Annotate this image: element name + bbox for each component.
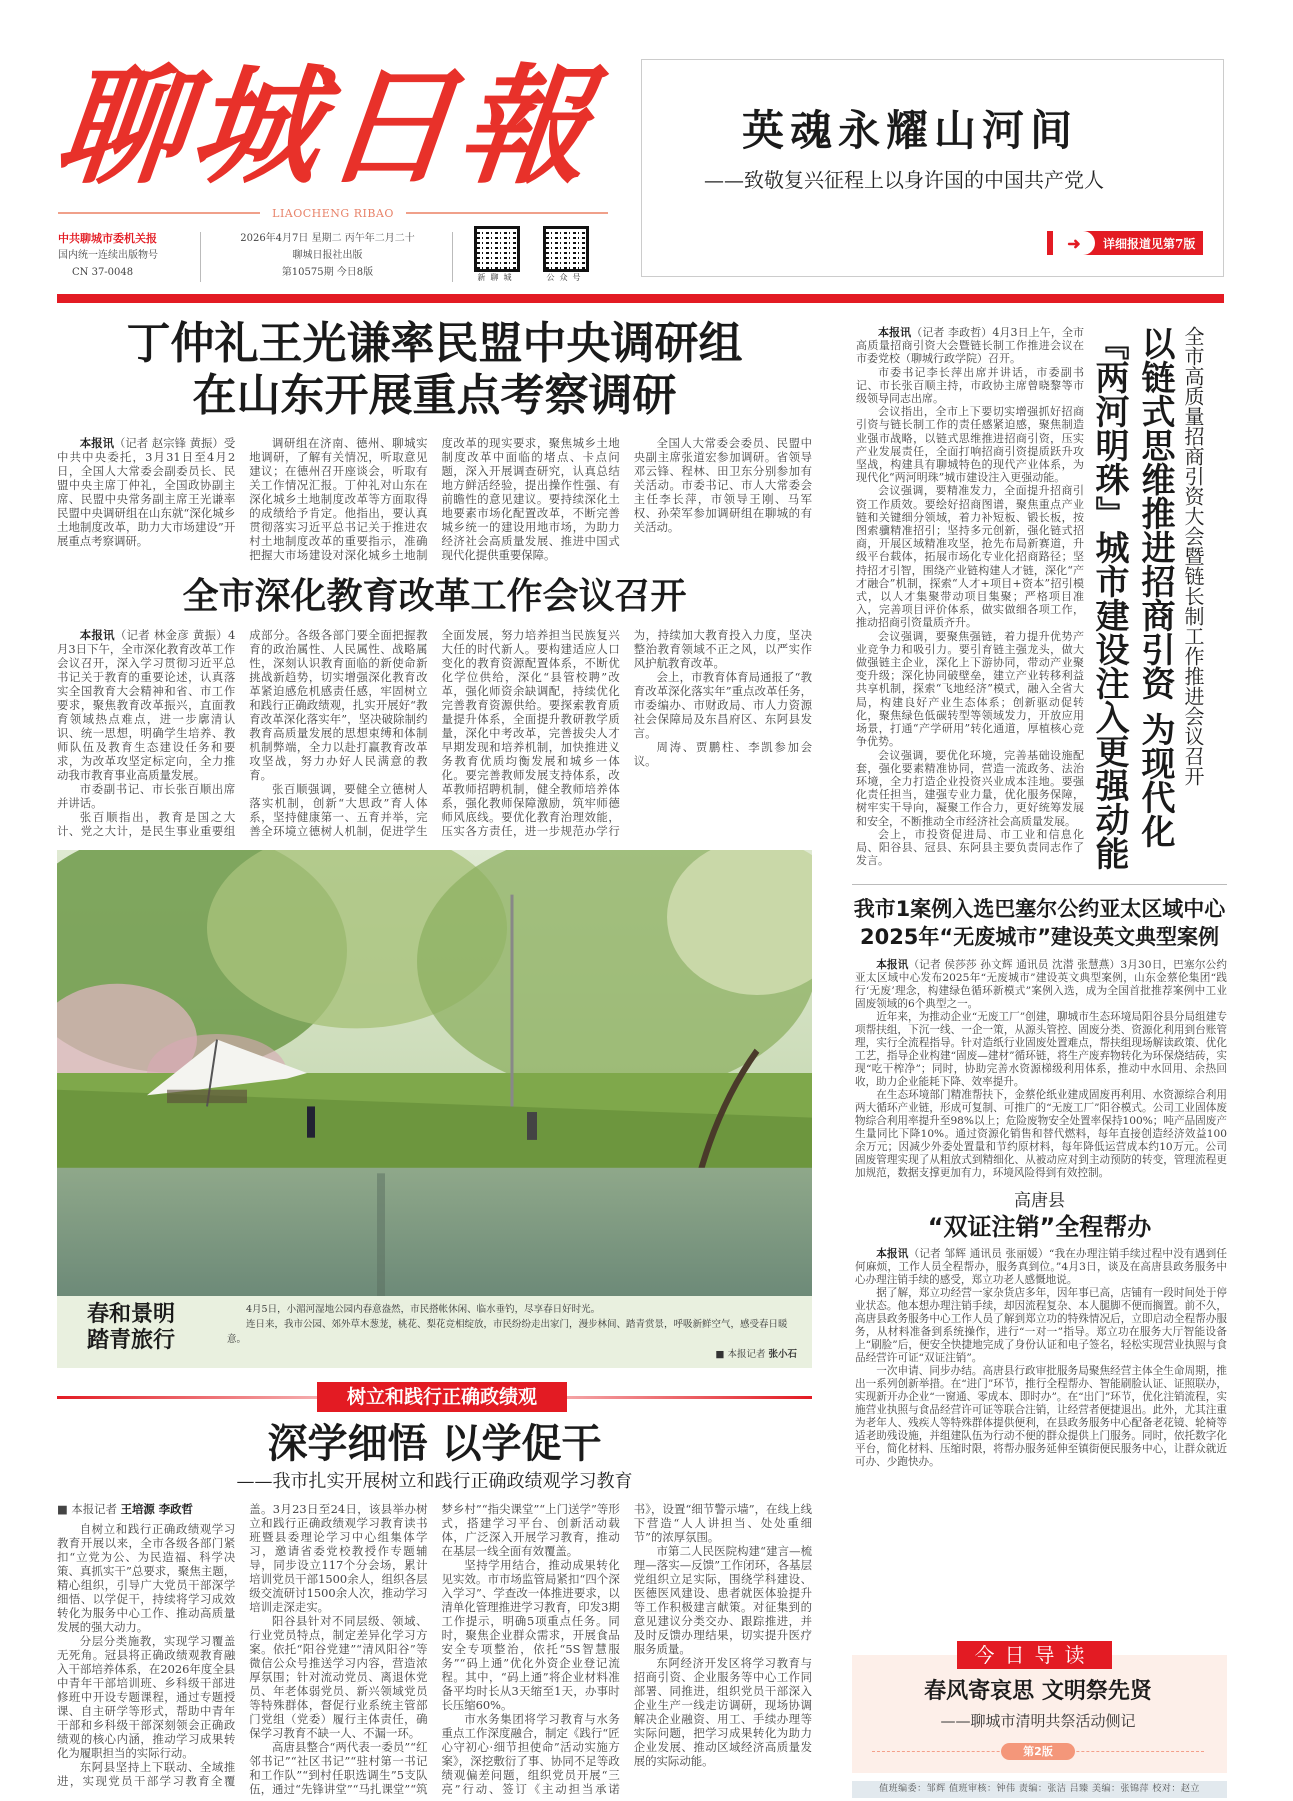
section-tag-row: [57, 1382, 812, 1412]
guide-label: 今日导读: [957, 1641, 1112, 1669]
paragraph: [57, 436, 235, 548]
byline-names: 王培源 李政哲: [120, 1502, 193, 1516]
reporters: （记者 林金彦 黄振）: [114, 628, 228, 642]
paragraph: 市委书记李长萍出席并讲话，市委副书记、市长张百顺主持，市政协主席曾晓黎等市级领导同志出席。: [856, 365, 1084, 406]
paragraph: 市第二人民医院构建“建言—梳理—落实—反馈”工作闭环，各基层党组织立足实际，围绕学科建设、医德医风建设、患者就医体验提升等工作积极建言献策。对征集到的意见建议分类交办、跟踪推进，并及时反馈办理结果，切实提升医疗服务质量。: [633, 1544, 812, 1656]
paragraph: 周涛、贾鹏柱、李凯参加会议。: [633, 740, 812, 768]
headline-line: 我市1案例入选巴塞尔公约亚太区域中心: [853, 897, 1226, 921]
paragraph: 会议强调，要精准发力，全面提升招商引资工作质效。要绘好招商图谱，聚焦重点产业链和关键细分领域，着力补短板、锻长板，按图索骥精准招引；坚持多元创新，强化链式招商，开展区域精准攻坚，抢先布局新赛道，升级平台载体，拓展市场化专业化招商路径；坚持招才引智，围绕产业链构建人才链，深化“产才融合”机制，探索“人才+项目+资本”招引模式，以人才集聚带动项目集聚；严格项目准入，完善项目评价体系，做实做细各项工作，推动招商引资量质齐升。: [856, 484, 1084, 630]
article1-headline: [57, 318, 812, 422]
reporters: （记者 侯莎莎 孙文辉 通讯员 沈潜 张慧燕）: [908, 959, 1121, 971]
credit-name: 张小石: [768, 1349, 797, 1360]
top-feature-subtitle: ——致敬复兴征程上以身许国的中国共产党人: [704, 168, 1104, 192]
article3-body: [852, 326, 1084, 867]
article4-headline: [852, 895, 1227, 951]
guide-page-link[interactable]: 第2版: [1001, 1743, 1075, 1760]
reporters: （记者 邹辉 通讯员 张丽媛）: [908, 1248, 1049, 1260]
top-feature-box: [641, 59, 1224, 277]
article3: [852, 318, 1227, 874]
paragraph: 全国人大常委会委员、民盟中央副主席张道宏参加调研。省领导邓云锋、程林、田卫东分别参加有关活动。市委书记、市人大常委会主任李长萍，市领导王刚、马军权、孙荣军参加调研组在聊城的有关活动。: [633, 436, 812, 534]
paragraph: 在生态环境部门精准帮扶下，金蔡伦纸业建成固废再利用、水资源综合利用两大循环产业链，形成可复制、可推广的“无废工厂”阳谷模式。公司工业固体废物综合利用率提升至98%以上；危险废物安全处置率保持100%；吨产品固废产生量同比下降10%。通过资源化销售和替代燃料，每年直接创造经济效益100余万元；因减少外委处置量和节约原材料，每年降低运营成本约10万元。公司固废管理实现了从粗放式到精细化、从被动应对到主动预防的转变，管理流程更加规范，数据支撑更加有力，环境风险得到有效控制。: [855, 1089, 1227, 1179]
dateline: 本报讯: [79, 628, 115, 642]
paragraph: 张百顺指出，教育是国之大计、党之大计，是民生事业重要组成部分。各级各部门要全面把握教育的政治属性、人民属性、战略属性，深刻认识教育面临的新使命新挑战新趋势，切实增强深化教育改革紧迫感危机感责任感，牢固树立和践行正确政绩观，扎实开展好“教育改革深化落实年”，坚决破除制约教育高质量发展的思想束缚和体制机制弊端，全力以赴打赢教育改革攻坚战，努力办好人民满意的教育。: [57, 628, 428, 838]
paragraph: 市委副书记、市长张百顺出席并讲话。: [57, 782, 236, 810]
article6-kicker: 高唐县: [1014, 1191, 1065, 1211]
paragraph: 高唐县整合“两代表一委员”“红邻书记”“社区书记”“驻村第一书记和工作队”“到村任职选调生”5支队伍，通过“先锋讲堂”“马扎课堂”“筑梦乡村”“指尖课堂”“上门送学”等形式，搭建学习平台、创新活动载体，广泛深入开展学习教育，推动在基层一线全面有效覆盖。: [249, 1502, 620, 1796]
paragraph: [855, 959, 1227, 1011]
publisher: 聊城日报社出版: [292, 250, 363, 261]
todays-guide-box[interactable]: [852, 1643, 1227, 1773]
dateline: 本报讯: [876, 959, 909, 971]
article5-headline: 深学细悟 以学促干: [267, 1421, 602, 1467]
headline-line: 丁仲礼王光谦率民盟中央调研组: [126, 318, 743, 369]
qr-code-icon: [543, 226, 589, 272]
dateline: 本报讯: [878, 326, 912, 339]
photo-title-line: 春和景明: [87, 1302, 176, 1327]
arrow-right-icon: ➜: [1047, 231, 1095, 255]
paragraph: 会议强调，要聚焦强链，着力提升优势产业竞争力和吸引力。要引育链主强龙头，做大做强链主企业，深化上下游协同，带动产业聚变升级；深化协同破壁垒，建立产业转移利益共享机制，探索“飞地经济”模式，融入全省大局，构建良好产业生态体系；创新驱动促转化，聚焦绿色低碳转型等领域发力，开放应用场景，打通“产学研用”转化通道，厚植核心竞争优势。: [856, 629, 1084, 749]
divider: [452, 232, 453, 282]
paragraph: 一次申请、同步办结。高唐县行政审批服务局聚焦经营主体全生命周期，推出一系列创新举措。在“进门”环节，推行全程帮办、智能刷脸认证、证照联办，实现新开办企业“一窗通、零成本、即时办”。在“出门”环节，优化注销流程，实施营业执照与食品经营许可证等联合注销，让经营者便捷退出。此外，尤其注重为老年人、残疾人等特殊群体提供便利，在县政务服务中心配备老花镜、轮椅等适老助残设施，并组建队伍为行动不便的群众提供上门服务。同时，依托数字化平台，简化材料、压缩时限，将帮办服务延伸至镇街便民服务中心，让群众就近可办、少跑快办。: [855, 1365, 1227, 1468]
article3-headline-line2: 『两河明珠』城市建设注入更强动能: [1089, 326, 1129, 870]
paragraph: 张百顺强调，要健全立德树人落实机制，创新“大思政”育人体系，坚持健康第一、五育并举，完善全环境立德树人机制，促进学生全面发展，努力培养担当民族复兴大任的时代新人。要构建适应人口变化的教育资源配置体系，不断优化学位供给，深化“县管校聘”改革，强化师资余缺调配，持续优化完善教育资源供给。要探索教育质量提升体系，全面提升教研教学质量，深化中考改革，完善拔尖人才早期发现和培养机制，加快推进义务教育优质均衡发展和城乡一体化。要完善教师发展支持体系，改革教师招聘机制，健全教师培养体系，强化教师保障激励，筑牢师德师风底线。要优化教育治理效能，压实各方责任，进一步规范办学行为，持续加大教育投入力度，坚决整治教育领域不正之风，以严实作风护航教育改革。: [249, 628, 812, 838]
photo-image: [57, 850, 812, 1296]
issue-date: 2026年4月7日 星期二 丙午年二月二十: [240, 233, 415, 244]
dateline: 本报讯: [79, 436, 114, 450]
credit-label: 本报记者: [727, 1349, 766, 1360]
photo-credit: ■ 本报记者 张小石: [715, 1349, 797, 1360]
paragraph: 会上，市投资促进局、市工业和信息化局、阳谷县、冠县、东阿县主要负责同志作了发言。: [856, 827, 1084, 868]
reporters: （记者 赵宗锋 黄振）: [114, 436, 224, 450]
paragraph: 近年来，为推动企业“无废工厂”创建，聊城市生态环境局阳谷县分局组建专项帮扶组，下沉一线、一企一策，从源头管控、固废分类、资源化利用到台账管理，实行全流程指导。针对造纸行业固废处置难点，帮扶组现场解读政策、优化工艺，指导企业构建“固废—建材”循环链，将生产废弃物转化为环保烧结砖，实现“吃干榨净”；同时，协助完善水资源梯级利用体系，推动中水回用、余热回收，助力企业能耗下降、效率提升。: [855, 1011, 1227, 1088]
paragraph: [57, 628, 235, 782]
organ-name: 中共聊城市委机关报: [58, 232, 157, 245]
article5-body: [57, 1502, 812, 1796]
section-tag: 树立和践行正确政绩观: [317, 1382, 567, 1412]
paragraph: 会上，市教育体育局通报了“教育改革深化落实年”重点改革任务，市委编办、市财政局、市人力资源社会保障局及东昌府区、东阿县发言。: [633, 670, 812, 740]
issue-number: 第10575期 今日8版: [281, 267, 374, 278]
guide-subtitle: ——聊城市清明共祭活动侧记: [940, 1712, 1136, 1730]
paragraph: 自树立和践行正确政绩观学习教育开展以来，全市各级各部门紧扣“立党为公、为民造福、科学决策、真抓实干”总要求，聚焦主题，精心组织，引导广大党员干部深学细悟、以学促干，持续将学习成效转化为服务中心工作、推动高质量发展的强大动力。: [57, 1522, 236, 1634]
logo-pinyin: [58, 205, 608, 221]
ref-label: 详细报道见第7版: [1103, 236, 1196, 251]
serial-label: 国内统一连续出版物号: [58, 250, 158, 261]
article2-body: [57, 628, 812, 838]
text: 3月30日，巴塞尔公约亚太区域中心发布2025年“无废城市”建设英文典型案例，山东金蔡伦集团“践行‘无废’理念，构建绿色循环新模式”案例入选，成为全国首批推荐案例中工业固废领域的6个典型之一。: [855, 959, 1227, 1010]
top-feature-title: 英魂永耀山河间: [742, 106, 1079, 155]
paragraph: 东阿经济开发区将学习教育与招商引资、企业服务等中心工作同部署、同推进，组织党员干部深入企业生产一线走访调研，现场协调解决企业融资、用工、手续办理等实际问题，把学习成果转化为助力企业发展、推动区域经济高质量发展的实际动能。: [633, 1656, 812, 1768]
byline: ■ 本报记者 王培源 李政哲: [57, 1502, 193, 1516]
paragraph: 阳谷县针对不同层级、领域、行业党员特点，制定差异化学习方案。依托“阳谷党建”“清风阳谷”等微信公众号推送学习内容，营造浓厚氛围；针对流动党员、离退休党员、年老体弱党员、新兴领域党员等特殊群体，督促行业系统主管部门党组（党委）履行主体责任，确保学习教育不缺一人、不漏一环。: [249, 1614, 428, 1740]
left-column: [57, 318, 812, 1796]
guide-title: 春风寄哀思 文明祭先贤: [924, 1679, 1152, 1704]
article3-headline-line1: 以链式思维推进招商引资 为现代化: [1135, 326, 1175, 848]
right-column: [852, 318, 1227, 1798]
newspaper-logo: 聊城日報: [50, 52, 602, 202]
paragraph: 分层分类施教，实现学习覆盖无死角。冠县将正确政绩观教育融入干部培养体系，在2026年度全县中青年干部培训班、乡科级干部进修班中开设专题课程，通过专题授课、自主研学等形式，帮助中青年干部和乡科级干部深刻领会正确政绩观的核心内涵，推动学习成果转化为履职担当的实际行动。: [57, 1634, 236, 1760]
qr-code-icon: [474, 226, 520, 272]
article6-body: [852, 1248, 1227, 1469]
editor-credits: 值班编委：邹辉 值班审核：钟伟 责编：张洁 吕臻 美编：张锦萍 校对：赵立: [852, 1781, 1227, 1798]
paragraph: 东阿县坚持上下联动、全域推进，实现党员干部学习教育全覆盖。3月23日至24日，该县举办树立和践行正确政绩观学习教育读书班暨县委理论学习中心组集体学习，邀请省委党校教授作专题辅导，同步设立117个分会场，累计培训党员干部1500余人，组织各层级交流研讨1500余人次，推动学习培训走深走实。: [57, 1502, 428, 1788]
see-page-7-link[interactable]: [1047, 231, 1203, 255]
divider: [200, 232, 201, 282]
text: 4月3日上午，全市高质量招商引资大会暨链长制工作推进会议在市委党校（聊城行政学院）召开。: [856, 326, 1085, 366]
article2-headline: 全市深化教育改革工作会议召开: [182, 576, 687, 617]
paragraph: [855, 1248, 1227, 1287]
text: “我在办理注销手续过程中没有遇到任何麻烦，工作人员全程帮办，服务真到位。”4月3日，谈及在高唐县政务服务中心办理注销手续的感受，郑立功老人感慨地说。: [855, 1248, 1227, 1286]
cn-number: CN 37-0048: [72, 267, 134, 278]
paragraph: 会议强调，要优化环境，完善基础设施配套，强化要素精准协同，营造一流政务、法治环境，全力打造企业投资兴业成本洼地。要强化责任担当，建强专业力量，优化服务保障，树牢实干导向，凝聚工作合力，更好统筹发展和安全，不断推动全市经济社会高质量发展。: [856, 748, 1084, 828]
pinyin-text: LIAOCHENG RIBAO: [272, 206, 394, 220]
issue-info: [205, 230, 450, 282]
qr-official-account[interactable]: [543, 226, 589, 283]
masthead-divider-bar: [57, 294, 1224, 303]
article3-kicker: 全市高质量招商引资大会暨链长制工作推进会议召开: [1181, 326, 1205, 786]
article4-body: [852, 959, 1227, 1180]
caption-line: 4月5日，小湄河湿地公园内春意盎然，市民搭帐休闲、临水垂钓，尽享春日好时光。: [246, 1304, 601, 1315]
qr-label: 新聊城: [477, 273, 517, 282]
divider: [852, 884, 1227, 885]
text: 受中共中央委托，3月31日至4月2日，全国人大常委会副委员长、民盟中央主席丁仲礼，全国政协副主席、民盟中央常务副主席王光谦率民盟中央调研组在山东就“深化城乡土地制度改革，助力大市场建设”开展重点考察调研。: [57, 436, 236, 548]
photo-title-line: 踏青旅行: [87, 1328, 176, 1353]
qr-xinliaocheng[interactable]: [474, 226, 520, 283]
caption-line: 连日来，我市公园、郊外草木葱茏，桃花、梨花竞相绽放，市民纷纷走出家门，漫步林间、踏青赏景，呼吸新鲜空气，感受春日暖意。: [227, 1319, 788, 1345]
byline-label: 本报记者: [71, 1502, 117, 1516]
organ-info: [58, 230, 183, 282]
photo-caption: [227, 1302, 797, 1362]
spring-park-photo: [57, 850, 812, 1296]
paragraph: 坚持学用结合，推动成果转化见实效。市市场监管局紧扣“四个深入学习”、学查改一体推进要求，以清单化管理推进学习教育，印发3期工作提示，明确5项重点任务。同时，聚焦企业群众需求，开展食品安全专项整治，依托“5S智慧服务”“码上通”优化外资企业登记流程。其中，“码上通”将企业材料准备平均时长从3天缩至1天，办事时长压缩60%。: [441, 1558, 620, 1712]
article6-headline: “双证注销”全程帮办: [927, 1213, 1152, 1241]
qr-label: 公众号: [546, 273, 586, 282]
paragraph: 市水务集团将学习教育与水务重点工作深度融合，制定《践行“匠心守初心·细节担使命”活动实施方案》，深挖敷衍了事、协同不足等政绩观偏差问题，组织党员开展“三亮”行动、签订《主动担当承诺书》，设置“细节警示墙”，在线上线下营造“人人讲担当、处处重细节”的浓厚氛围。: [441, 1502, 812, 1796]
paragraph: 会议指出，全市上下要切实增强抓好招商引资与链长制工作的责任感紧迫感，聚焦制造业强市战略，以链式思维推进招商引资，压实产业发展责任，全面打响招商引资提质跃升攻坚战，构建具有聊城特色的现代产业体系，为现代化“两河明珠”城市建设注入更强动能。: [856, 405, 1084, 485]
paragraph: 调研组在济南、德州、聊城实地调研，了解有关情况，听取意见建议；在德州召开座谈会，听取有关工作情况汇报。丁仲礼对山东在深化城乡土地制度改革等方面取得的成绩给予肯定。他指出，要认真贯彻落实习近平总书记关于推进农村土地制度改革的重要指示，准确把握大市场建设对深化城乡土地制度改革的现实要求，聚焦城乡土地制度改革中面临的堵点、卡点问题，深入开展调查研究，认真总结地方鲜活经验，提出操作性强、有前瞻性的意见建议。要持续深化土地要素市场化配置改革，不断完善城乡统一的建设用地市场，为助力经济社会高质量发展、推进中国式现代化提供重要保障。: [249, 436, 620, 562]
paragraph: 据了解，郑立功经营一家杂货店多年，因年事已高，店铺有一段时间处于停业状态。他本想办理注销手续，却因流程复杂、本人腿脚不便而搁置。前不久，高唐县政务服务中心工作人员了解到郑立功的特殊情况后，立即启动全程帮办服务，从材料准备到系统操作，进行“一对一”指导。郑立功在服务大厅智能设备上“刷脸”后，便安全快捷地完成了身份认证和电子签名，轻松实现营业执照与食品经营许可证“双证注销”。: [855, 1287, 1227, 1364]
headline-line: 2025年“无废城市”建设英文典型案例: [859, 925, 1220, 949]
article5-subtitle: ——我市扎实开展树立和践行正确政绩观学习教育: [236, 1471, 633, 1492]
reporters: （记者 李政哲）: [911, 326, 993, 339]
headline-line: 在山东开展重点考察调研: [192, 370, 677, 421]
dateline: 本报讯: [876, 1248, 909, 1260]
photo-caption-band: [57, 1296, 812, 1368]
paragraph: [856, 326, 1084, 366]
photo-title: [87, 1302, 207, 1362]
text: 4月3日下午，全市深化教育改革工作会议召开，深入学习贯彻习近平总书记关于教育的重要论述，认真落实全国教育大会精神和省、市工作要求，聚焦教育改革振兴，直面教育领域热点难点，进一步廓清认识、统一思想，明确学生培养、教师队伍及教育生态建设任务和要求，为改革攻坚定标定向，全力推动我市教育事业高质量发展。: [57, 628, 236, 782]
article1-body: [57, 436, 812, 562]
